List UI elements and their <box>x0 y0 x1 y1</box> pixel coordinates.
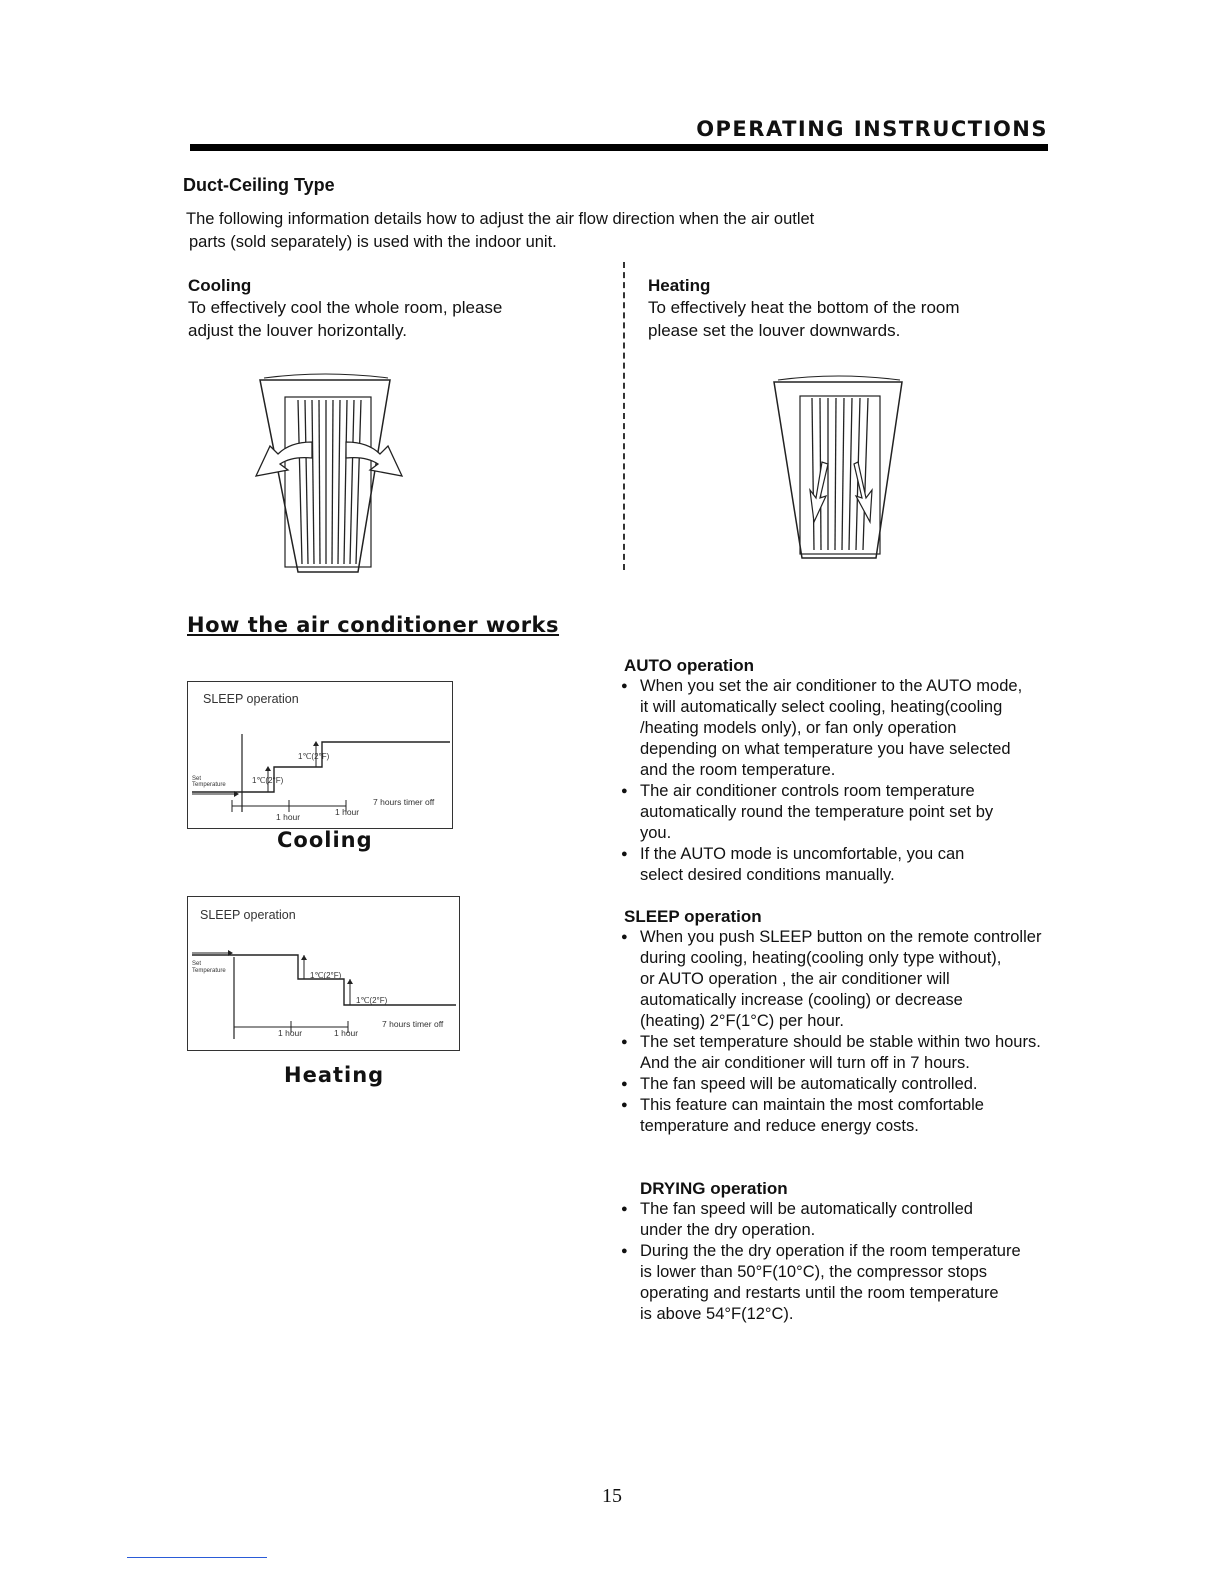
sleep-operation-title: SLEEP operation <box>624 907 762 926</box>
list-item <box>620 844 1140 886</box>
auto-b1-l5: and the room temperature. <box>640 761 836 779</box>
heating-step2: 1℃(2°F) <box>356 996 388 1005</box>
cooling-sleep-graph <box>188 682 452 828</box>
sleep-b1-l5: (heating) 2°F(1°C) per hour. <box>640 1012 844 1030</box>
auto-b3-l1: ● If the AUTO mode is uncomfortable, you can <box>640 845 965 863</box>
cooling-step2: 1℃(2°F) <box>298 752 330 761</box>
auto-b1-l1: ● When you set the air conditioner to the AUTO mode, <box>640 677 1023 695</box>
drying-b1-l2: under the dry operation. <box>640 1221 816 1239</box>
cooling-line2: adjust the louver horizontally. <box>188 321 407 340</box>
cooling-line1: To effectively cool the whole room, please <box>188 298 503 317</box>
sleep-operation-list <box>620 927 1160 1137</box>
list-item <box>620 1199 1140 1241</box>
page-header-title: OPERATING INSTRUCTIONS <box>696 117 1048 141</box>
auto-b1-l4: depending on what temperature you have selected <box>640 740 1011 758</box>
list-item <box>620 1032 1160 1074</box>
cooling-louver-illustration <box>250 372 420 582</box>
heating-chart-caption: Heating <box>284 1063 385 1087</box>
cooling-title: Cooling <box>188 276 252 295</box>
column-divider <box>623 262 625 570</box>
duct-intro <box>186 208 986 254</box>
auto-b3-l2: select desired conditions manually. <box>640 866 895 884</box>
cooling-hour2: 1 hour <box>335 807 360 817</box>
list-item <box>620 1241 1140 1325</box>
page-number: 15 <box>602 1485 622 1507</box>
auto-operation-list <box>620 676 1140 886</box>
heating-step1: 1℃(2°F) <box>310 971 342 980</box>
drying-b2-l4: is above 54°F(12°C). <box>640 1305 794 1323</box>
list-item <box>620 1074 1160 1095</box>
heating-line1: To effectively heat the bottom of the room <box>648 298 960 317</box>
heating-title: Heating <box>648 276 711 295</box>
sleep-b4-l1: ● This feature can maintain the most comfortable <box>640 1096 984 1114</box>
duct-ceiling-title: Duct-Ceiling Type <box>183 175 335 195</box>
drying-b2-l2: is lower than 50°F(10°C), the compressor stops <box>640 1263 987 1281</box>
footer-link-line <box>127 1557 267 1558</box>
drying-operation-list <box>620 1199 1140 1325</box>
heating-set-temp-1: Set <box>192 961 202 967</box>
heating-hour1: 1 hour <box>278 1028 303 1038</box>
list-item <box>620 676 1140 781</box>
cooling-timer-label: 7 hours timer off <box>373 797 435 807</box>
sleep-b3-l1: ● The fan speed will be automatically controlled. <box>640 1075 978 1093</box>
cooling-hour1: 1 hour <box>276 812 301 822</box>
list-item <box>620 1095 1160 1137</box>
cooling-column <box>188 276 502 342</box>
auto-b2-l3: you. <box>640 824 672 842</box>
sleep-b1-l2: during cooling, heating(cooling only type without), <box>640 949 1002 967</box>
cooling-set-temp-1: Set <box>192 776 202 782</box>
duct-intro-line2: parts (sold separately) is used with the indoor unit. <box>189 233 557 251</box>
drying-operation-section <box>620 1179 1140 1325</box>
sleep-b1-l4: automatically increase (cooling) or decrease <box>640 991 963 1009</box>
heating-hour2: 1 hour <box>334 1028 359 1038</box>
heating-chart-label: SLEEP operation <box>200 908 296 922</box>
sleep-b2-l1: ● The set temperature should be stable within two hours. <box>640 1033 1041 1051</box>
auto-operation-title: AUTO operation <box>624 656 755 675</box>
cooling-step1: 1℃(2°F) <box>252 776 284 785</box>
sleep-operation-section <box>620 907 1160 1137</box>
auto-b2-l2: automatically round the temperature point set by <box>640 803 994 821</box>
sleep-b1-l3: or AUTO operation , the air conditioner will <box>640 970 950 988</box>
heating-line2: please set the louver downwards. <box>648 321 901 340</box>
cooling-chart-label: SLEEP operation <box>203 692 299 706</box>
drying-b1-l1: ● The fan speed will be automatically controlled <box>640 1200 973 1218</box>
drying-b2-l1: ● During the the dry operation if the room temperature <box>640 1242 1021 1260</box>
sleep-b2-l2: And the air conditioner will turn off in 7 hours. <box>640 1054 970 1072</box>
how-it-works-title: How the air conditioner works <box>187 613 560 637</box>
list-item <box>620 781 1140 844</box>
header-rule <box>190 144 1048 151</box>
auto-b1-l3: /heating models only), or fan only operation <box>640 719 957 737</box>
duct-intro-line1: The following information details how to adjust the air flow direction when the air outlet <box>186 210 815 228</box>
drying-operation-title: DRYING operation <box>640 1179 788 1198</box>
heating-set-temp-2: Temperature <box>192 968 226 974</box>
sleep-b1-l1: ● When you push SLEEP button on the remote controller <box>640 928 1042 946</box>
heating-sleep-chart <box>187 896 460 1051</box>
heating-louver-illustration <box>766 372 916 572</box>
cooling-chart-caption: Cooling <box>277 828 373 852</box>
heating-sleep-graph <box>188 897 459 1050</box>
sleep-b4-l2: temperature and reduce energy costs. <box>640 1117 919 1135</box>
auto-operation-section <box>620 656 1140 886</box>
heating-timer-label: 7 hours timer off <box>382 1019 444 1029</box>
heating-column <box>648 276 960 342</box>
auto-b1-l2: it will automatically select cooling, heating(cooling <box>640 698 1003 716</box>
cooling-sleep-chart <box>187 681 453 829</box>
auto-b2-l1: ● The air conditioner controls room temperature <box>640 782 975 800</box>
cooling-set-temp-2: Temperature <box>192 782 226 788</box>
list-item <box>620 927 1160 1032</box>
drying-b2-l3: operating and restarts until the room temperature <box>640 1284 999 1302</box>
